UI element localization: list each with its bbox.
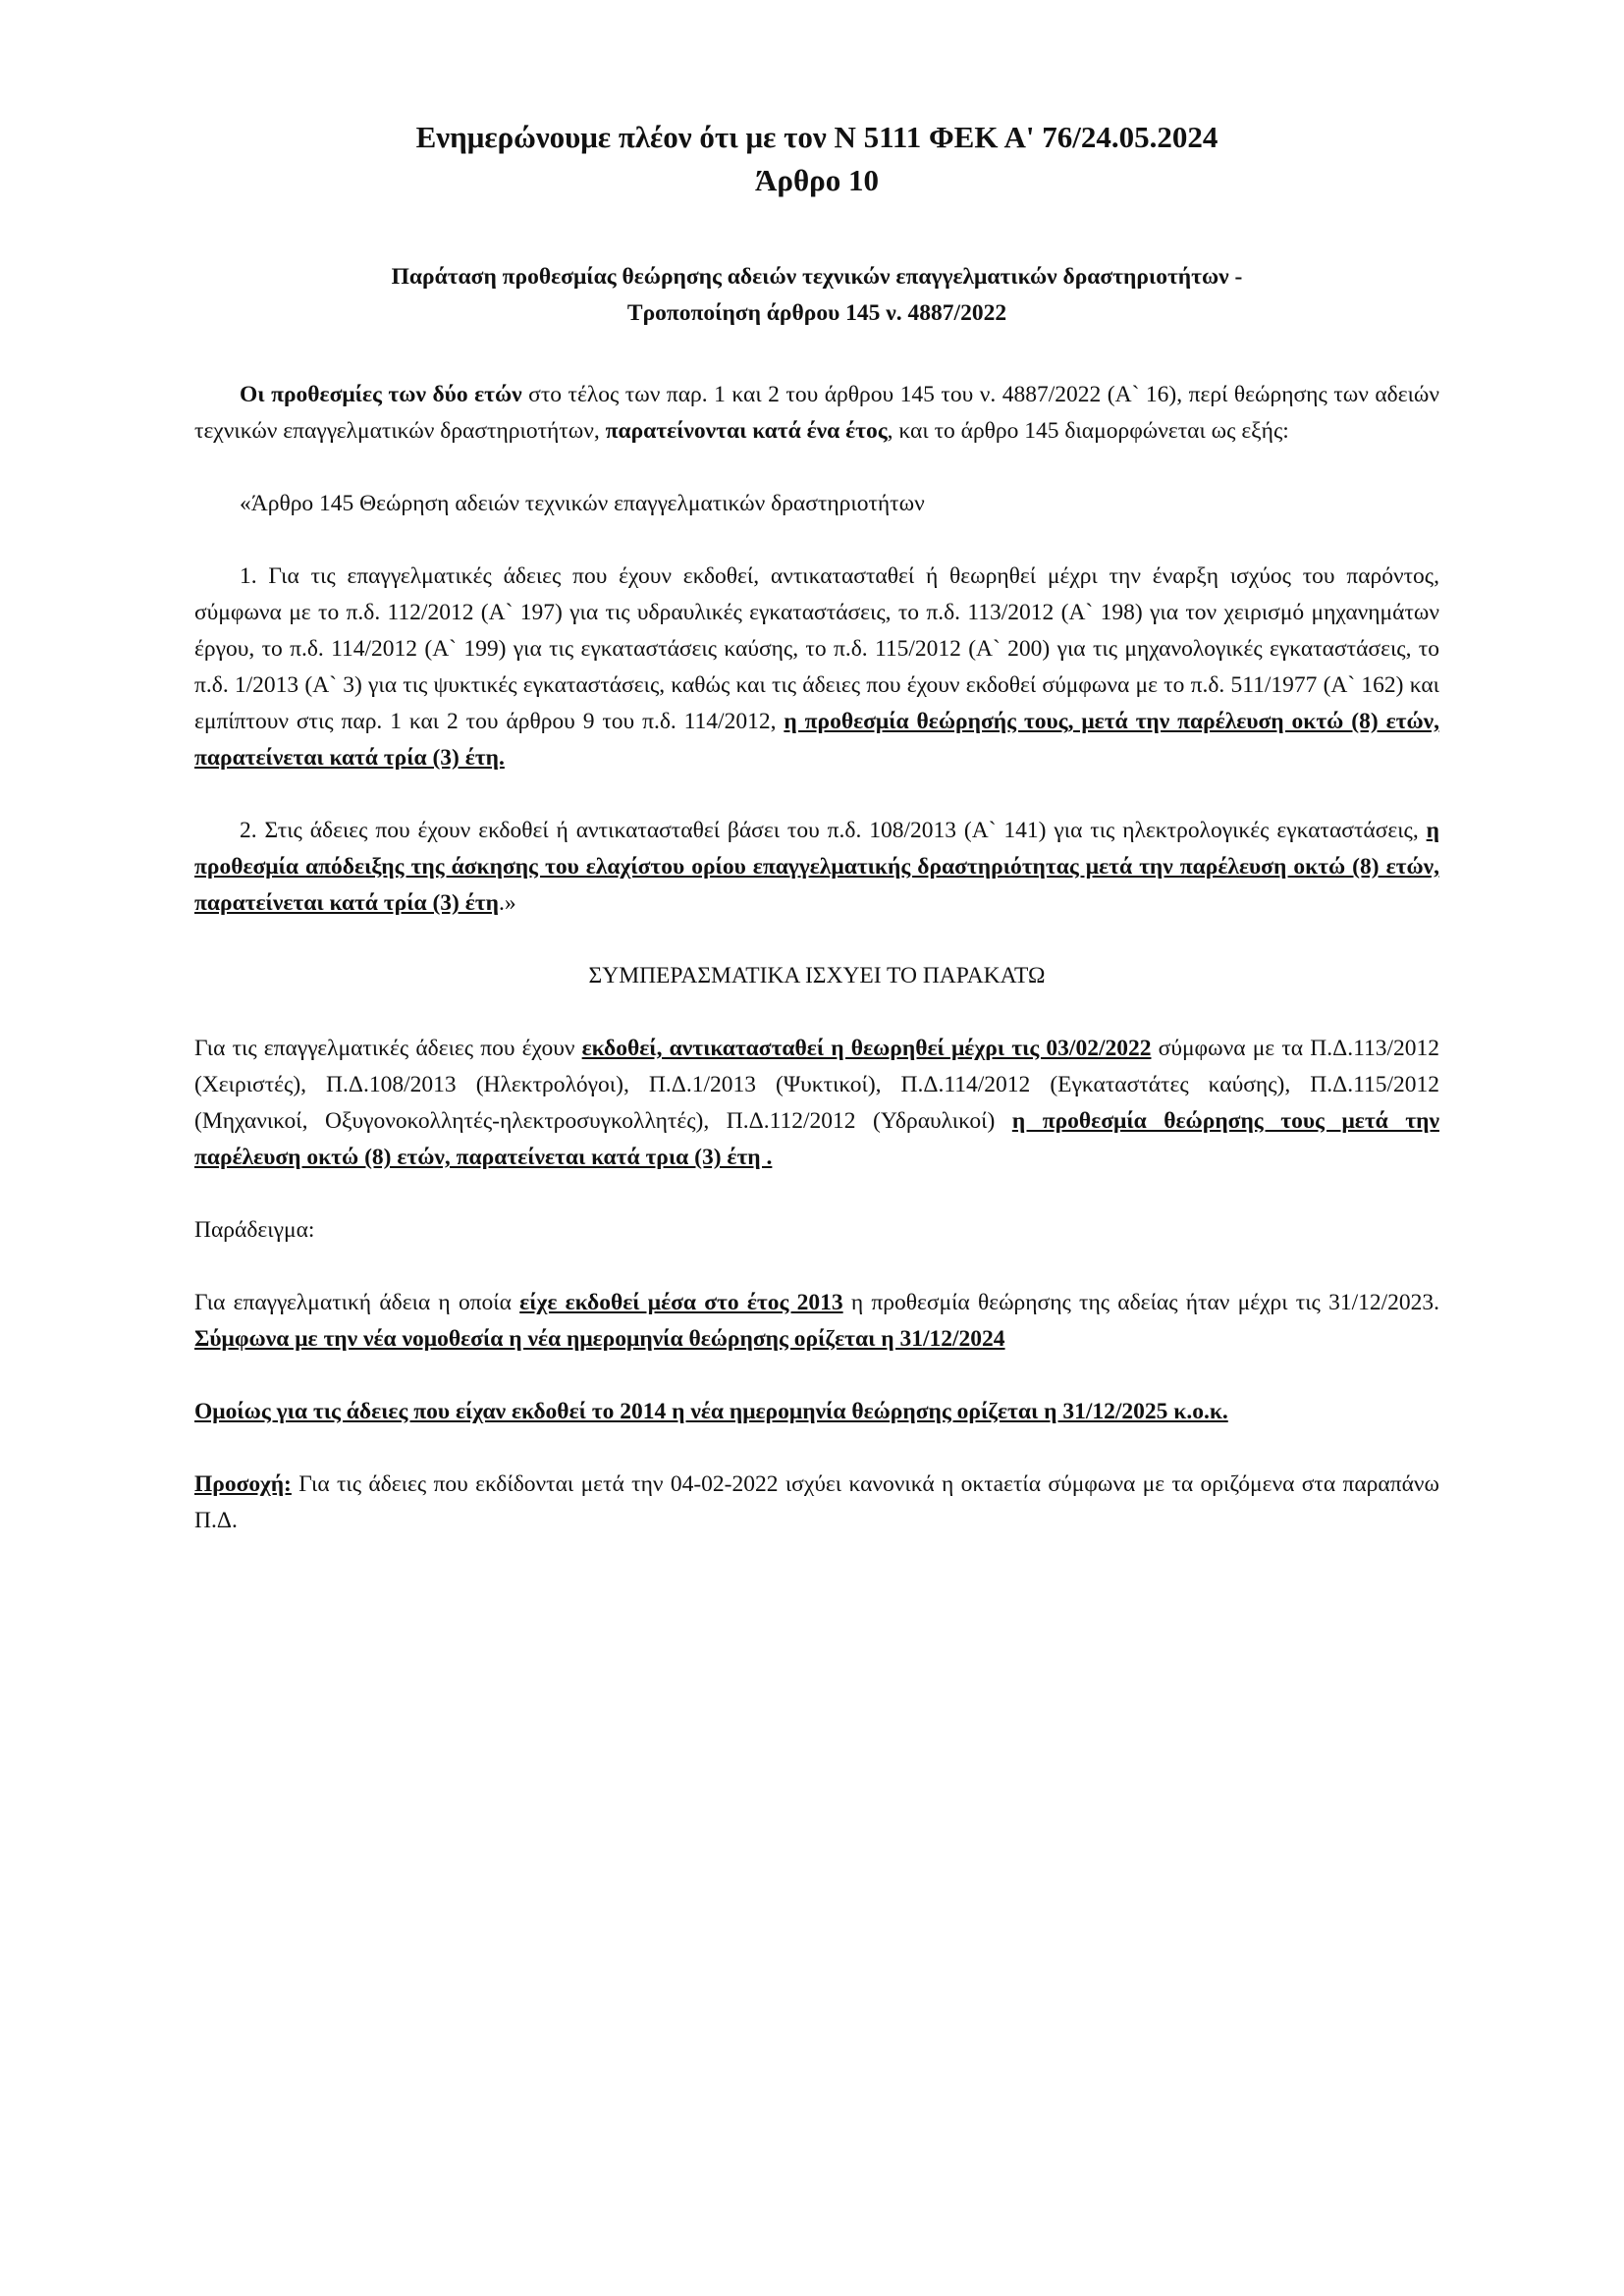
intro-paragraph — [194, 377, 1439, 450]
note-paragraph — [194, 1467, 1439, 1539]
conclusion-text-2: σύμφωνα με τα Π.Δ.113/2012 (Χειριστές), Π.Δ.108/2013 (Ηλεκτρολόγοι), Π.Δ.1/2013 (Ψυκτικοί), Π.Δ.114/2012 (Εγκαταστάτες καύσης), Π.Δ.115/2012 (Μηχανικοί, Οξυγονοκολλητές-ηλεκτροσυγκολλητές), Π.Δ.112/2012 (Υδραυλικοί) — [194, 1036, 1439, 1134]
para2-text: 2. Στις άδειες που έχουν εκδοθεί ή αντικατασταθεί βάσει του π.δ. 108/2013 (Α` 141) για τις ηλεκτρολογικές εγκαταστάσεις, — [240, 818, 1427, 843]
note-text: Για τις άδειες που εκδίδονται μετά την 04-02-2022 ισχύει κανονικά η οκτaετία σύμφωνα με τα οριζόμενα στα παραπάνω Π.Δ. — [194, 1471, 1439, 1533]
intro-bold-1: Οι προθεσμίες των δύο ετών — [240, 382, 522, 407]
article-paragraph-1 — [194, 559, 1439, 776]
intro-text-1: στο τέλος των παρ. 1 και 2 του άρθρου 145 του ν. 4887/2022 (Α` 16), περί θεώρησης των αδειών τεχνικών επαγγελματικών δραστηριοτήτων, — [194, 382, 1439, 444]
note-label: Προσοχή: — [194, 1471, 292, 1497]
example-text-2: η προθεσμία θεώρησης της αδείας ήταν μέχρι τις 31/12/2023. — [842, 1290, 1440, 1315]
intro-bold-2: παρατείνονται κατά ένα έτος — [605, 418, 888, 444]
example-text-1: Για επαγγελματική άδεια η οποία — [194, 1290, 520, 1315]
para1-text: 1. Για τις επαγγελματικές άδειες που έχουν εκδοθεί, αντικατασταθεί ή θεωρηθεί μέχρι την έναρξη ισχύος του παρόντος, σύμφωνα με το π.δ. 112/2012 (Α` 197) για τις υδραυλικές εγκαταστάσεις, το π.δ. 113/2012 (Α` 198) για τον χειρισμό μηχανημάτων έργου, το π.δ. 114/2012 (Α` 199) για τις εγκαταστάσεις καύσης, το π.δ. 115/2012 (Α` 200) για τις μηχανολογικές εγκαταστάσεις, το π.δ. 1/2013 (Α` 3) για τις ψυκτικές εγκαταστάσεις, καθώς και τις άδειες που έχουν εκδοθεί σύμφωνα με το π.δ. 511/1977 (Α` 162) και εμπίπτουν στις παρ. 1 και 2 του άρθρου 9 του π.δ. 114/2012, — [194, 563, 1439, 734]
example-emphasis-1: είχε εκδοθεί μέσα στο έτος 2013 — [519, 1290, 843, 1315]
subtitle-line-1: Παράταση προθεσμίας θεώρησης αδειών τεχνικών επαγγελματικών δραστηριοτήτων - — [391, 264, 1243, 290]
article-heading: «Άρθρο 145 Θεώρηση αδειών τεχνικών επαγγελματικών δραστηριοτήτων — [240, 491, 925, 516]
conclusion-paragraph — [194, 1031, 1439, 1176]
para2-emphasis: η προθεσμία απόδειξης της άσκησης του ελαχίστου ορίου επαγγελματικής δραστηριότητας μετά την παρέλευση οκτώ (8) ετών, παρατείνεται κατά τρία (3) έτη — [194, 818, 1439, 916]
intro-text-2: , και το άρθρο 145 διαμορφώνεται ως εξής: — [887, 418, 1289, 444]
example-paragraph — [194, 1285, 1439, 1358]
title-line-2: Άρθρο 10 — [755, 163, 879, 197]
document-title — [194, 116, 1439, 202]
document-subtitle — [194, 259, 1439, 332]
title-line-1: Ενημερώνουμε πλέον ότι με τον Ν 5111 ΦΕΚ Α' 76/24.05.2024 — [415, 120, 1218, 154]
conclusion-text-1: Για τις επαγγελματικές άδειες που έχουν — [194, 1036, 582, 1061]
document-page — [194, 116, 1439, 1539]
conclusion-emphasis-1: εκδοθεί, αντικατασταθεί η θεωρηθεί μέχρι τις 03/02/2022 — [581, 1036, 1152, 1061]
conclusion-heading: ΣΥΜΠΕΡΑΣΜΑΤΙΚΑ ΙΣΧΥΕΙ ΤΟ ΠΑΡΑΚΑΤΩ — [588, 963, 1046, 988]
example-label: Παράδειγμα: — [194, 1217, 315, 1243]
example-emphasis-2: Σύμφωνα με την νέα νομοθεσία η νέα ημερομηνία θεώρησης ορίζεται η 31/12/2024 — [194, 1326, 1005, 1352]
conclusion-emphasis-2: η προθεσμία θεώρησης τους μετά την παρέλευση οκτώ (8) ετών, παρατείνεται κατά τρια (3) έτη . — [194, 1108, 1439, 1170]
article-paragraph-2 — [194, 813, 1439, 922]
similar-paragraph: Ομοίως για τις άδειες που είχαν εκδοθεί το 2014 η νέα ημερομηνία θεώρησης ορίζεται η 31/12/2025 κ.ο.κ. — [194, 1399, 1228, 1424]
subtitle-line-2: Τροποποίηση άρθρου 145 ν. 4887/2022 — [626, 300, 1007, 326]
para1-emphasis: η προθεσμία θεώρησής τους, μετά την παρέλευση οκτώ (8) ετών, παρατείνεται κατά τρία (3) έτη. — [194, 709, 1439, 771]
para2-tail: .» — [498, 890, 516, 916]
